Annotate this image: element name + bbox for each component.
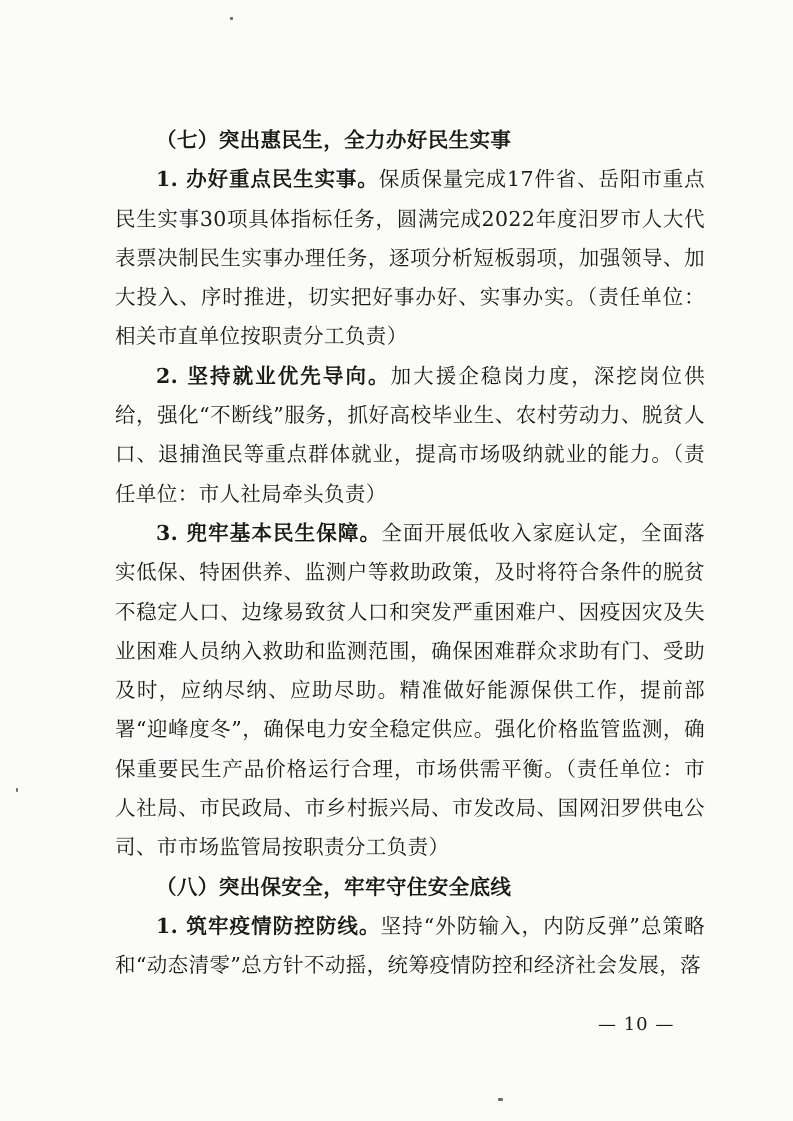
paragraph-text: 坚持“外防输入，内防反弹”总策略和“动态清零”总方针不动摇，统筹疫情防控和经济社会发展，落 [115,913,705,978]
paragraph-text: 加大援企稳岗力度，深挖岗位供给，强化“不断线”服务，抓好高校毕业生、农村劳动力、脱贫人口、退捕渔民等重点群体就业，提高市场吸纳就业的能力。（责任单位：市人社局牵头负责） [115,363,705,506]
paragraph-lead: 1. 办好重点民生实事。 [156,167,379,192]
scan-speck [230,17,233,20]
document-body [115,121,705,986]
paragraph-7-2 [115,357,705,514]
section-heading-8: （八）突出保安全，牢牢守住安全底线 [156,874,512,899]
paragraph-8-1 [115,907,705,986]
section-heading-7: （七）突出惠民生，全力办好民生实事 [156,128,512,152]
paragraph-text: 保质保量完成17件省、岳阳市重点民生实事30项具体指标任务，圆满完成2022年度汨罗市人大代表票决制民生实事办理任务，逐项分析短板弱项，加强领导、加大投入、序时推进，切实把好事办好、实事办实。（责任单位：相关市直单位按职责分工负责） [115,167,705,349]
paragraph-7-1 [115,160,705,356]
paragraph-lead: 2. 坚持就业优先导向。 [156,363,391,388]
paragraph-lead: 1. 筑牢疫情防控防线。 [156,913,381,938]
paragraph-text: 全面开展低收入家庭认定，全面落实低保、特困供养、监测户等救助政策，及时将符合条件的脱贫不稳定人口、边缘易致贫人口和突发严重困难户、因疫因灾及失业困难人员纳入救助和监测范围，确保困难群众求助有门、受助及时，应纳尽纳、应助尽助。精准做好能源保供工作，提前部署“迎峰度冬”，确保电力安全稳定供应。强化价格监管监测，确保重要民生产品价格运行合理，市场供需平衡。（责任单位：市人社局、市民政局、市乡村振兴局、市发改局、国网汨罗供电公司、市市场监管局按职责分工负责） [115,520,706,860]
paragraph-7-3 [115,514,705,868]
scan-speck [16,788,18,792]
paragraph-lead: 3. 兜牢基本民生保障。 [156,520,382,545]
scan-speck [498,1098,503,1101]
page-number: — 10 — [598,1014,675,1035]
